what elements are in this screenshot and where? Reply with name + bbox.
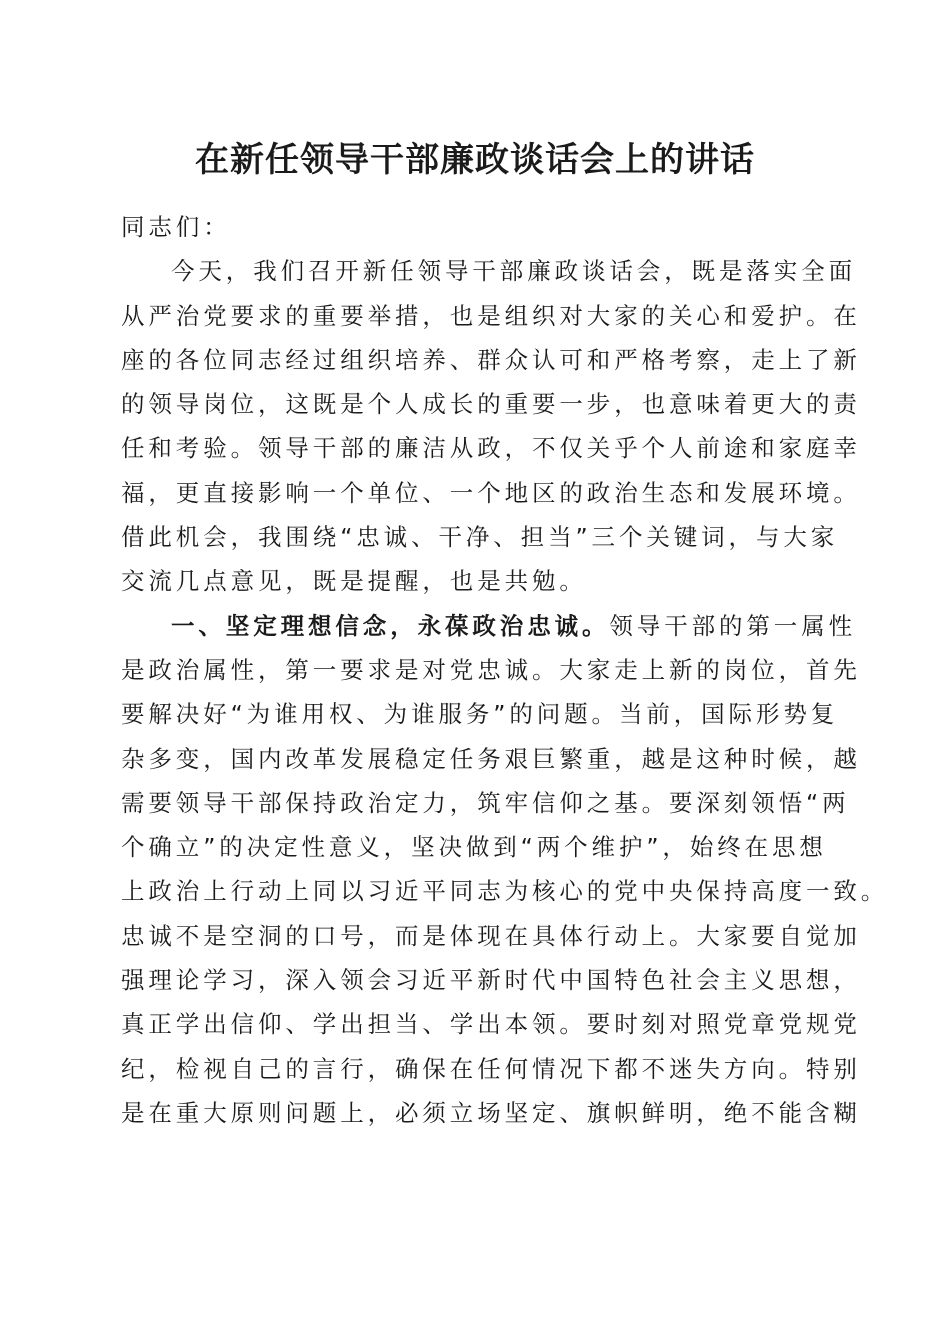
- paragraph-line: 需要领导干部保持政治定力，筑牢信仰之基。要深刻领悟“两: [121, 788, 850, 817]
- paragraph-line: 杂多变，国内改革发展稳定任务艰巨繁重，越是这种时候，越: [121, 744, 861, 773]
- paragraph-line: 今天，我们召开新任领导干部廉政谈话会，既是落实全面: [171, 257, 856, 286]
- paragraph-line: 上政治上行动上同以习近平同志为核心的党中央保持高度一致。: [121, 877, 889, 906]
- section-1-first-line-text: 领导干部的第一属性: [609, 611, 857, 640]
- salutation: 同志们：: [121, 213, 231, 241]
- paragraph-line: 任和考验。领导干部的廉洁从政，不仅关乎个人前途和家庭幸: [121, 434, 861, 463]
- section-1: [121, 604, 889, 1136]
- paragraph-line: 的领导岗位，这既是个人成长的重要一步，也意味着更大的责: [121, 390, 861, 419]
- paragraph-line: 纪，检视自己的言行，确保在任何情况下都不迷失方向。特别: [121, 1054, 861, 1083]
- paragraph-line: 是在重大原则问题上，必须立场坚定、旗帜鲜明，绝不能含糊: [121, 1098, 861, 1127]
- paragraph-line: 是政治属性，第一要求是对党忠诚。大家走上新的岗位，首先: [121, 655, 861, 684]
- paragraph-line: 个确立”的决定性意义，坚决做到“两个维护”，始终在思想: [121, 833, 827, 862]
- paragraph-line: 借此机会，我围绕“忠诚、干净、担当”三个关键词，与大家: [121, 523, 839, 552]
- paragraph-line: 强理论学习，深入领会习近平新时代中国特色社会主义思想，: [121, 966, 861, 995]
- document-body: [121, 205, 889, 1135]
- paragraph-line: 座的各位同志经过组织培养、群众认可和严格考察，走上了新: [121, 345, 861, 374]
- paragraph-intro: [121, 249, 861, 603]
- paragraph-line: 交流几点意见，既是提醒，也是共勉。: [121, 567, 587, 596]
- paragraph-line: 忠诚不是空洞的口号，而是体现在具体行动上。大家要自觉加: [121, 921, 861, 950]
- section-1-first-line: [121, 604, 857, 648]
- paragraph-line: 真正学出信仰、学出担当、学出本领。要时刻对照党章党规党: [121, 1010, 861, 1039]
- paragraph-line: 要解决好“为谁用权、为谁服务”的问题。当前，国际形势复: [121, 700, 839, 729]
- paragraph-line: 从严治党要求的重要举措，也是组织对大家的关心和爱护。在: [121, 301, 861, 330]
- document-title: 在新任领导干部廉政谈话会上的讲话: [195, 140, 755, 180]
- paragraph-line: 福，更直接影响一个单位、一个地区的政治生态和发展环境。: [121, 478, 861, 507]
- section-1-heading: 一、坚定理想信念，永葆政治忠诚。: [171, 611, 610, 640]
